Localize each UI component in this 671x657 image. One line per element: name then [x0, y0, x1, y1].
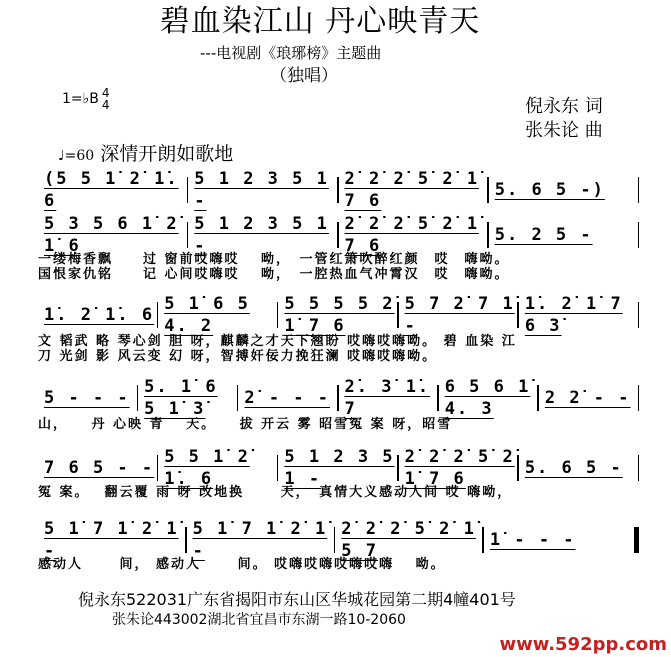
lyric-line: 国恨家仇铭 记 心间哎嗨哎 呦， 一腔热血气冲霄汉 哎 嗨呦。: [38, 267, 510, 282]
measure: 2 2̇ - -: [544, 388, 631, 408]
key: 1=♭B: [62, 91, 99, 107]
measure: 5 5 5 5 2̇ 1̇ 7 6: [284, 294, 395, 336]
measure: 5 3 5 6 1̇ 2̇ 1̇ 6: [44, 214, 179, 256]
notation-row: [38, 294, 639, 336]
watermark: www.592pp.com: [499, 634, 667, 655]
notation-row: [38, 169, 639, 211]
barline: [638, 385, 640, 411]
notation-row: [38, 377, 639, 419]
measure: 7 6 5 - -: [44, 458, 155, 478]
measure: 5 1 2 3 5 1 -: [194, 214, 329, 256]
footer-address-2: 张朱论443002湖北省宜昌市东湖一路10-2060: [112, 612, 406, 628]
performance-type: （独唱）: [270, 66, 338, 86]
measure: 6 5 6 1̇ 4. 3: [444, 377, 531, 419]
song-title: 碧血染江山 丹心映青天: [159, 4, 481, 39]
time-bottom: 4: [101, 98, 110, 112]
barline: [638, 302, 640, 328]
notation-row: [38, 447, 639, 489]
measure: (5 5 1̇ 2̇ 1̇. 6: [44, 169, 179, 211]
barline: [638, 455, 640, 481]
lyric-line: 一缕梅香飘 过 窗前哎嗨哎 呦， 一管红箫吹醉红颜 哎 嗨呦。: [38, 252, 510, 267]
measure: 2̇ 2̇ 2̇ 5̇ 2̇ 1̇ 7 6: [404, 447, 515, 489]
measure: 1̇. 2̇ 1̇ 7 6 3̇: [524, 294, 623, 336]
measure: 5 7 2̇ 7 1̇ -: [404, 294, 515, 336]
tempo: ♩=60: [58, 148, 95, 164]
measure: 1̇ - - -: [489, 530, 576, 550]
time-signature: [102, 87, 110, 111]
measure: 5. 6 5 -: [524, 458, 623, 478]
notation-row: [38, 214, 639, 256]
lyric-line: 刀 光剑 影 风云变 幻 呀，智搏奸佞力挽狂澜 哎嗨哎嗨呦。: [38, 349, 438, 364]
measure: 5 1̇ 7 1̇ 2̇ 1̇ -: [192, 519, 328, 561]
measure: 5. 1̇ 6 5 1̇ 3̇: [144, 377, 218, 419]
barline: [638, 222, 640, 248]
lyric-line: 感动人 间， 感动人 间。 哎嗨哎嗨哎嗨哎嗨 呦。: [38, 557, 446, 572]
lyricist: 倪永东 词: [525, 96, 603, 117]
measure: 1̇. 2̇ 1̇. 6: [44, 305, 155, 325]
measure: 5 1 2 3 5 1 -: [194, 169, 329, 211]
final-barline: [634, 527, 639, 553]
measure: 5 5 1̇ 2̇ 1̇. 6: [164, 447, 250, 489]
lyric-line: 文 韬武 略 琴心剑 胆 呀，麒麟之才天下翘盼 哎嗨哎嗨呦。 碧 血染 江: [38, 334, 517, 349]
barline: [638, 177, 640, 203]
measure: 2̇ - - -: [244, 388, 330, 408]
measure: 5 - - -: [44, 388, 130, 408]
expression: 深情开朗如歌地: [100, 143, 234, 165]
key-signature: [62, 86, 110, 112]
measure: 5. 2 5 -: [494, 225, 593, 245]
tempo-marking: [58, 142, 233, 168]
measure: 5 1̇ 6 5 4. 2: [164, 294, 250, 336]
lyric-line: 山， 丹 心映 青 天。 拔 开云 雾 昭雪冤 案 呀，昭雪: [38, 417, 453, 432]
measure: 5 1 2 3 5 1 -: [284, 447, 395, 489]
lyric-line: 冤 案。 翻云覆 雨 呀 改地换 天， 真情大义感动人间 哎 嗨呦，: [38, 485, 513, 500]
footer-address-1: 倪永东522031广东省揭阳市东山区华城花园第二期4幢401号: [78, 590, 516, 609]
time-top: 4: [101, 86, 110, 100]
measure: 5. 6 5 -): [494, 180, 605, 200]
measure: 2̇ 2̇ 2̇ 5̇ 2̇ 1̇ 7 6: [344, 214, 480, 256]
notation-row: [38, 519, 639, 561]
composer: 张朱论 曲: [525, 120, 603, 141]
measure: 2̇ 2̇ 2̇ 5̇ 2̇ 1̇ 5 7: [341, 519, 476, 561]
measure: 2̇ 2̇ 2̇ 5̇ 2̇ 1̇ 7 6: [344, 169, 480, 211]
measure: 5 1̇ 7 1̇ 2̇ 1̇ -: [44, 519, 179, 561]
measure: 2̇. 3̇ 1̇. 7: [344, 377, 431, 419]
subtitle: ---电视剧《琅琊榜》主题曲: [200, 44, 382, 62]
